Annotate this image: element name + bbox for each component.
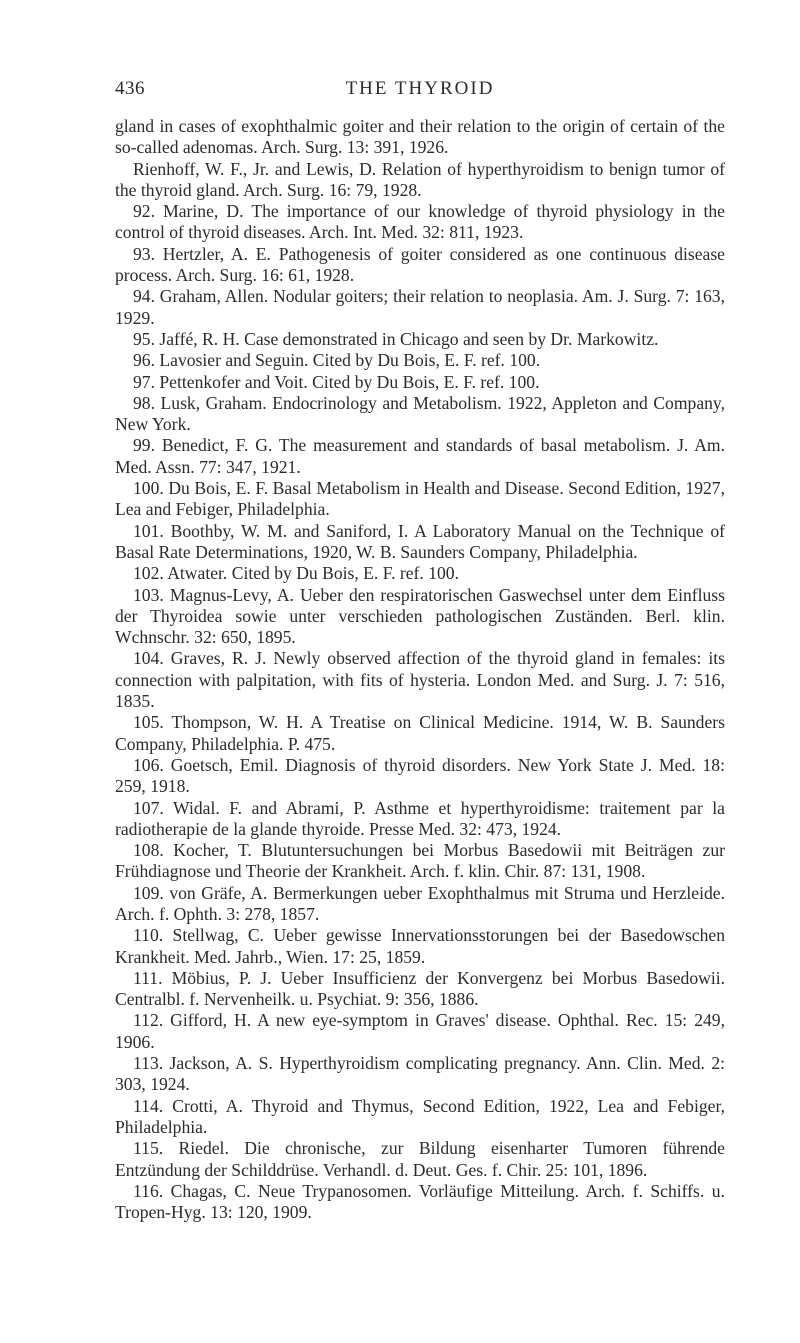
page-number: 436	[115, 78, 145, 99]
reference-entry: 109. von Gräfe, A. Bermerkungen ueber Exophthalmus mit Struma und Herzleide. Arch. f. Ophth. 3: 278, 1857.	[115, 882, 725, 924]
reference-entry: 92. Marine, D. The importance of our knowledge of thyroid physiology in the control of thyroid diseases. Arch. Int. Med. 32: 811, 1923.	[115, 201, 725, 243]
reference-list	[115, 116, 725, 1223]
reference-entry: Rienhoff, W. F., Jr. and Lewis, D. Relation of hyperthyroidism to benign tumor of the thyroid gland. Arch. Surg. 16: 79, 1928.	[115, 158, 725, 200]
reference-entry: 100. Du Bois, E. F. Basal Metabolism in Health and Disease. Second Edition, 1927, Lea and Febiger, Philadelphia.	[115, 478, 725, 520]
reference-entry: 97. Pettenkofer and Voit. Cited by Du Bois, E. F. ref. 100.	[133, 371, 540, 392]
reference-entry: 102. Atwater. Cited by Du Bois, E. F. ref. 100.	[133, 563, 460, 584]
reference-entry: 101. Boothby, W. M. and Saniford, I. A Laboratory Manual on the Technique of Basal Rate Determinations, 1920, W. B. Saunders Company, Philadelphia.	[115, 520, 725, 562]
reference-entry: 96. Lavosier and Seguin. Cited by Du Bois, E. F. ref. 100.	[133, 350, 541, 371]
reference-entry: 99. Benedict, F. G. The measurement and standards of basal metabolism. J. Am. Med. Assn. 77: 347, 1921.	[115, 435, 725, 477]
reference-entry: 110. Stellwag, C. Ueber gewisse Innervationsstorungen bei der Basedowschen Krankheit. Med. Jahrb., Wien. 17: 25, 1859.	[115, 925, 725, 967]
reference-entry: 113. Jackson, A. S. Hyperthyroidism complicating pregnancy. Ann. Clin. Med. 2: 303, 1924.	[115, 1053, 725, 1095]
reference-entry: 107. Widal. F. and Abrami, P. Asthme et hyperthyroidisme: traitement par la radiotherapie de la glande thyroide. Presse Med. 32: 473, 1924.	[115, 797, 725, 839]
reference-entry: 106. Goetsch, Emil. Diagnosis of thyroid disorders. New York State J. Med. 18: 259, 1918.	[115, 754, 725, 797]
reference-entry: 114. Crotti, A. Thyroid and Thymus, Second Edition, 1922, Lea and Febiger, Philadelphia.	[115, 1095, 725, 1137]
reference-entry: 94. Graham, Allen. Nodular goiters; their relation to neoplasia. Am. J. Surg. 7: 163, 1929.	[115, 286, 725, 328]
reference-entry: 108. Kocher, T. Blutuntersuchungen bei Morbus Basedowii mit Beiträgen zur Frühdiagnose und Theorie der Krankheit. Arch. f. klin. Chir. 87: 131, 1908.	[115, 840, 725, 882]
reference-entry: 112. Gifford, H. A new eye-symptom in Graves' disease. Ophthal. Rec. 15: 249, 1906.	[115, 1010, 725, 1052]
running-title: THE THYROID	[345, 78, 495, 99]
reference-entry: 115. Riedel. Die chronische, zur Bildung eisenharter Tumoren führende Entzündung der Schilddrüse. Verhandl. d. Deut. Ges. f. Chir. 25: 101, 1896.	[115, 1138, 725, 1180]
reference-entry: 98. Lusk, Graham. Endocrinology and Metabolism. 1922, Appleton and Company, New York.	[115, 392, 725, 435]
reference-entry: 105. Thompson, W. H. A Treatise on Clinical Medicine. 1914, W. B. Saunders Company, Philadelphia. P. 475.	[115, 712, 725, 754]
reference-entry: 93. Hertzler, A. E. Pathogenesis of goiter considered as one continuous disease process. Arch. Surg. 16: 61, 1928.	[115, 243, 725, 286]
reference-entry: 103. Magnus-Levy, A. Ueber den respiratorischen Gaswechsel unter dem Einfluss der Thyroidea sowie unter verschieden pathologischen Zuständen. Berl. klin. Wchnschr. 32: 650, 1895.	[115, 584, 725, 648]
reference-entry: 116. Chagas, C. Neue Trypanosomen. Vorläufige Mitteilung. Arch. f. Schiffs. u. Tropen-Hyg. 13: 120, 1909.	[115, 1180, 725, 1223]
reference-continuation: gland in cases of exophthalmic goiter and their relation to the origin of certain of the so-called adenomas. Arch. Surg. 13: 391, 1926.	[115, 116, 725, 158]
reference-entry: 104. Graves, R. J. Newly observed affection of the thyroid gland in females: its connection with palpitation, with fits of hysteria. London Med. and Surg. J. 7: 516, 1835.	[115, 648, 725, 712]
running-head	[115, 78, 725, 102]
reference-entry: 95. Jaffé, R. H. Case demonstrated in Chicago and seen by Dr. Markowitz.	[133, 328, 659, 349]
reference-entry: 111. Möbius, P. J. Ueber Insufficienz der Konvergenz bei Morbus Basedowii. Centralbl. f. Nervenheilk. u. Psychiat. 9: 356, 1886.	[115, 967, 725, 1010]
